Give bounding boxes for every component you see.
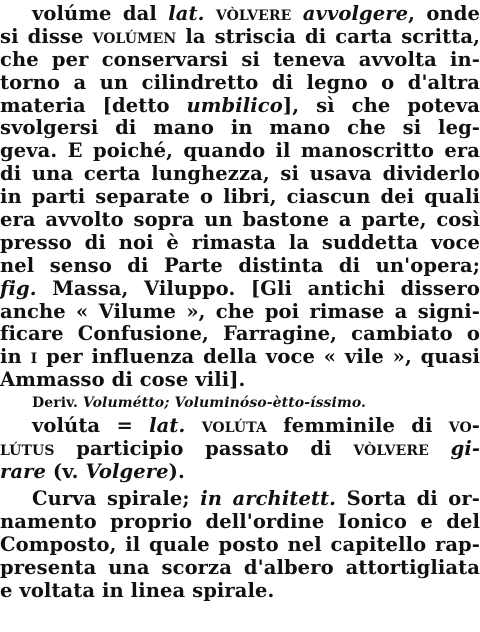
definition-line xyxy=(0,580,480,602)
entry-line xyxy=(0,95,480,117)
entry-line xyxy=(0,323,480,345)
text-segment: participio passato di xyxy=(54,437,354,460)
text-segment: lat. xyxy=(168,2,205,25)
entry-line xyxy=(0,301,480,323)
text-segment: volúmen xyxy=(92,25,177,48)
text-segment: vo- xyxy=(448,414,480,437)
text-segment: presenta una scorza d'albero attortigliata xyxy=(0,556,480,579)
text-segment: la striscia di carta scritta, xyxy=(176,25,480,48)
text-segment: geva. E poiché, quando il manoscritto era xyxy=(0,139,480,162)
entry-line xyxy=(0,255,480,277)
text-segment: ], sì che poteva xyxy=(282,94,480,117)
text-segment xyxy=(205,2,216,25)
entry-line xyxy=(0,26,480,48)
text-segment: femminile di xyxy=(266,414,449,437)
entry-line xyxy=(0,140,480,162)
text-segment: lútus xyxy=(0,437,55,460)
text-segment: volúta xyxy=(32,414,101,437)
text-segment: torno a un cilindretto di legno o d'altra xyxy=(0,71,480,94)
text-segment: Sorta di or- xyxy=(336,487,480,510)
text-segment: volúme xyxy=(32,2,112,25)
text-segment: che per conservarsi si teneva avvolta in- xyxy=(0,48,480,71)
entry-line xyxy=(0,117,480,139)
text-segment: avvolgere xyxy=(302,2,409,25)
text-segment: namento proprio dell'ordine Ionico e del xyxy=(0,510,480,533)
text-segment: i xyxy=(30,345,38,368)
entry-line xyxy=(32,3,480,25)
text-segment: Volgere xyxy=(85,460,169,483)
text-segment: umbilico xyxy=(186,94,283,117)
text-segment: vòlvere xyxy=(215,2,292,25)
text-segment: fig. xyxy=(0,277,37,300)
entry-line xyxy=(0,278,480,300)
entry-line xyxy=(0,369,480,391)
text-segment: ficare Confusione, Farragine, cambiato o xyxy=(0,322,480,345)
text-segment: Composto, il quale posto nel capitello rap- xyxy=(0,533,480,556)
text-segment: per influenza della voce « vile », quasi xyxy=(37,345,480,368)
definition-line xyxy=(32,488,480,510)
entry-line xyxy=(0,163,480,185)
definition-line xyxy=(0,557,480,579)
derivatives-line xyxy=(32,394,480,412)
entry-line xyxy=(0,461,480,483)
text-segment: volúta xyxy=(201,414,267,437)
entry-line xyxy=(0,186,480,208)
definition-line xyxy=(0,511,480,533)
entry-line xyxy=(0,49,480,71)
entry-line xyxy=(32,415,480,437)
text-segment xyxy=(291,2,302,25)
text-segment xyxy=(185,414,201,437)
entry-line xyxy=(0,346,480,368)
text-segment: in xyxy=(0,345,31,368)
text-segment: Ammasso di cose vili]. xyxy=(0,368,246,391)
text-segment: anche « Vilume », che poi rimase a signi- xyxy=(0,300,480,323)
text-segment: svolgersi di mano in mano che si leg- xyxy=(0,116,480,139)
text-segment: era avvolto sopra un bastone a parte, così xyxy=(0,208,480,231)
text-segment: lat. xyxy=(149,414,186,437)
text-segment: dal xyxy=(111,2,169,25)
text-segment: in architett. xyxy=(200,487,337,510)
entry-line xyxy=(0,232,480,254)
entry-line xyxy=(0,438,480,460)
text-segment: nel senso di Parte distinta di un'opera; xyxy=(0,254,480,277)
text-segment: Volumétto; Voluminóso-ètto-íssimo. xyxy=(82,395,367,411)
entry-line xyxy=(0,209,480,231)
text-segment: Curva spirale; xyxy=(32,487,201,510)
text-segment: Deriv. xyxy=(32,395,83,411)
text-segment: Massa, Viluppo. [Gli antichi dissero xyxy=(36,277,480,300)
text-segment: e voltata in linea spirale. xyxy=(0,579,275,602)
text-segment: si disse xyxy=(0,25,93,48)
text-segment: in parti separate o libri, ciascun dei quali xyxy=(0,185,480,208)
text-segment: presso di noi è rimasta la suddetta voce xyxy=(0,231,480,254)
text-segment xyxy=(429,437,451,460)
text-segment: gi- xyxy=(450,437,480,460)
text-segment: rare xyxy=(0,460,46,483)
text-segment: materia [detto xyxy=(0,94,187,117)
text-segment: ). xyxy=(168,460,185,483)
text-segment: , onde xyxy=(408,2,480,25)
definition-line xyxy=(0,534,480,556)
text-segment: di una certa lunghezza, si usava dividerlo xyxy=(0,162,480,185)
entry-line xyxy=(0,72,480,94)
text-segment: = xyxy=(100,414,150,437)
text-segment: (v. xyxy=(46,460,86,483)
text-segment: vòlvere xyxy=(353,437,429,460)
